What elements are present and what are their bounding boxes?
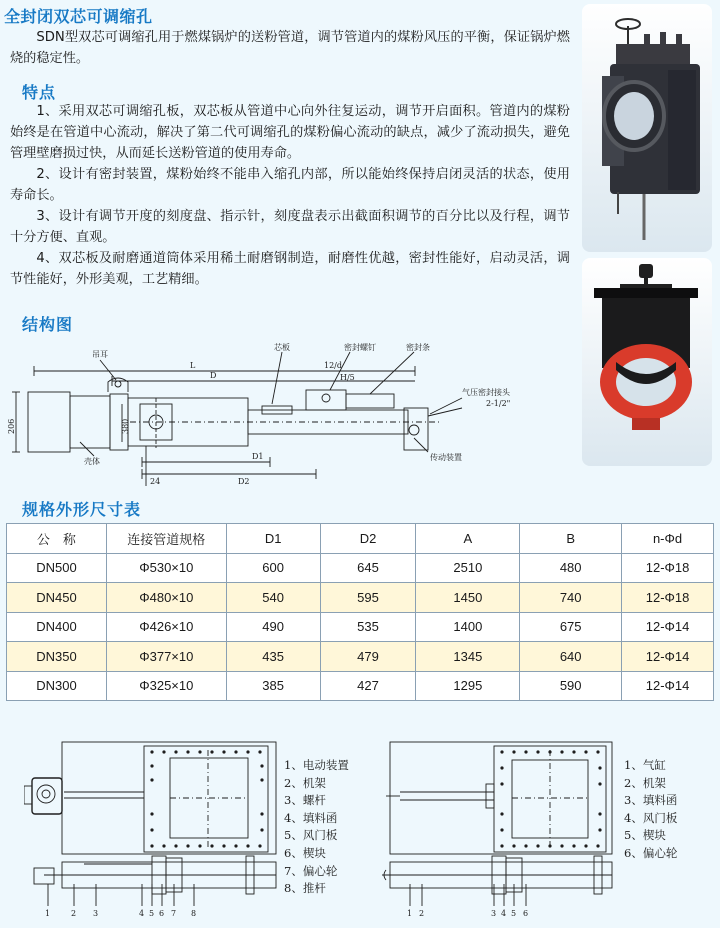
- cell: Φ480×10: [106, 583, 226, 613]
- legend-item: 7、偏心轮: [284, 863, 338, 878]
- cell: Φ530×10: [106, 553, 226, 583]
- cell: Φ325×10: [106, 671, 226, 701]
- dim-D: D: [210, 371, 217, 380]
- legend-item: 1、气缸: [624, 758, 666, 772]
- callout-6: 6: [523, 909, 529, 918]
- cell: 740: [520, 583, 622, 613]
- cell: 675: [520, 612, 622, 642]
- cell: 1400: [416, 612, 520, 642]
- legend-item: 2、机架: [284, 775, 326, 790]
- dim-380: 380: [121, 418, 130, 434]
- cell: DN400: [7, 612, 107, 642]
- callout-5: 5: [511, 909, 517, 918]
- table-row: [7, 583, 714, 613]
- cell: 12-Φ14: [622, 612, 714, 642]
- header-b: B: [520, 524, 622, 554]
- structure-diagram: [0, 338, 580, 490]
- electric-damper-drawing: [24, 734, 280, 924]
- callout-3: 3: [491, 909, 497, 918]
- table-heading: 规格外形尺寸表: [22, 500, 142, 519]
- dim-D2: D2: [238, 477, 250, 486]
- table-header-row: [7, 524, 714, 554]
- callout-7: 7: [171, 909, 177, 918]
- callout-3: 3: [93, 909, 99, 918]
- legend-item: 1、电动装置: [284, 758, 349, 772]
- legend-item: 6、偏心轮: [624, 845, 678, 860]
- product-photo-red-flange: [582, 258, 712, 466]
- cell: 535: [320, 612, 416, 642]
- table-row: [7, 671, 714, 701]
- dim-12: 12/d: [324, 361, 342, 370]
- cell: 480: [520, 553, 622, 583]
- callout-1: 1: [45, 909, 51, 918]
- cell: 12-Φ14: [622, 671, 714, 701]
- spec-table: [6, 523, 714, 701]
- cell: 427: [320, 671, 416, 701]
- legend-item: 4、填料函: [284, 810, 338, 825]
- label-lifting-lug: 吊耳: [92, 350, 108, 359]
- cell: 385: [226, 671, 320, 701]
- cell: 2510: [416, 553, 520, 583]
- cell: 590: [520, 671, 622, 701]
- dim-L: L: [190, 361, 196, 370]
- callout-6: 6: [159, 909, 165, 918]
- label-shell: 壳体: [84, 457, 100, 466]
- label-seal-press: 密封螺钉: [344, 343, 376, 352]
- legend-item: 6、楔块: [284, 845, 326, 860]
- dim-15: H/5: [340, 373, 355, 382]
- legend-electric: [284, 757, 349, 898]
- table-row: [7, 553, 714, 583]
- cell: 600: [226, 553, 320, 583]
- header-d2: D2: [320, 524, 416, 554]
- legend-item: 4、风门板: [624, 810, 678, 825]
- callout-2: 2: [71, 909, 77, 918]
- table-row: [7, 642, 714, 672]
- product-photo-valve-assembly: [582, 4, 712, 252]
- cell: 595: [320, 583, 416, 613]
- cell: 640: [520, 642, 622, 672]
- callout-2: 2: [419, 909, 425, 918]
- cell: 1450: [416, 583, 520, 613]
- feature-1: 1、采用双芯可调缩孔板，双芯板从管道中心向外往复运动，调节开启面积。管道内的煤粉始终是在管道中心流动，解决了第二代可调缩孔的煤粉偏心流动的缺点，减少了流动损失，避免管理壁磨损过快，从而延长送粉管道的使用寿命。: [10, 104, 570, 161]
- cell: DN500: [7, 553, 107, 583]
- cell: 540: [226, 583, 320, 613]
- callout-8: 8: [191, 909, 197, 918]
- legend-item: 8、推杆: [284, 881, 326, 896]
- cell: 479: [320, 642, 416, 672]
- cell: 490: [226, 612, 320, 642]
- feature-3: 3、设计有调节开度的刻度盘、指示针，刻度盘表示出截面积调节的百分比以及行程，调节十分方便、直观。: [10, 209, 570, 245]
- label-air-seal: 气压密封接头: [462, 388, 510, 397]
- cell: Φ377×10: [106, 642, 226, 672]
- cell: DN350: [7, 642, 107, 672]
- callout-4: 4: [501, 909, 507, 918]
- cell: 1345: [416, 642, 520, 672]
- cell: 12-Φ18: [622, 583, 714, 613]
- legend-item: 5、楔块: [624, 828, 666, 843]
- legend-item: 2、机架: [624, 775, 666, 790]
- dim-D1: D1: [252, 452, 264, 461]
- dim-24: 24: [150, 477, 161, 486]
- legend-pneumatic: [624, 757, 677, 863]
- label-air-seal-size: 2-1/2": [486, 399, 511, 408]
- callout-1: 1: [407, 909, 413, 918]
- header-d1: D1: [226, 524, 320, 554]
- table-row: [7, 612, 714, 642]
- cell: 1295: [416, 671, 520, 701]
- header-pipe-spec: 连接管道规格: [106, 524, 226, 554]
- dim-206: 206: [7, 418, 16, 434]
- structure-heading: 结构图: [22, 315, 74, 334]
- header-a: A: [416, 524, 520, 554]
- cell: Φ426×10: [106, 612, 226, 642]
- page-title: 全封闭双芯可调缩孔: [4, 7, 153, 26]
- label-core-plate: 芯板: [274, 343, 290, 352]
- header-bolts: n-Φd: [622, 524, 714, 554]
- cell: DN300: [7, 671, 107, 701]
- cell: 12-Φ14: [622, 642, 714, 672]
- intro-text: SDN型双芯可调缩孔用于燃煤锅炉的送粉管道，调节管道内的煤粉风压的平衡，保证锅炉燃烧的稳定性。: [10, 30, 570, 66]
- label-seal-strip: 密封条: [406, 343, 430, 352]
- cell: 435: [226, 642, 320, 672]
- legend-item: 3、填料函: [624, 793, 678, 808]
- cell: 12-Φ18: [622, 553, 714, 583]
- feature-4: 4、双芯板及耐磨通道筒体采用稀土耐磨钢制造，耐磨性优越，密封性能好，启动灵活，调节性能好，外形美观，工艺精细。: [10, 251, 570, 287]
- header-nominal: 公 称: [7, 524, 107, 554]
- label-drive: 传动装置: [430, 453, 462, 462]
- cell: 645: [320, 553, 416, 583]
- pneumatic-damper-drawing: [382, 734, 618, 924]
- legend-item: 5、风门板: [284, 828, 338, 843]
- cell: DN450: [7, 583, 107, 613]
- callout-5: 5: [149, 909, 155, 918]
- features-heading: 特点: [22, 83, 57, 102]
- legend-item: 3、螺杆: [284, 793, 326, 808]
- feature-2: 2、设计有密封装置，煤粉始终不能串入缩孔内部，所以能始终保持启闭灵活的状态，使用寿命长。: [10, 167, 570, 203]
- callout-4: 4: [139, 909, 145, 918]
